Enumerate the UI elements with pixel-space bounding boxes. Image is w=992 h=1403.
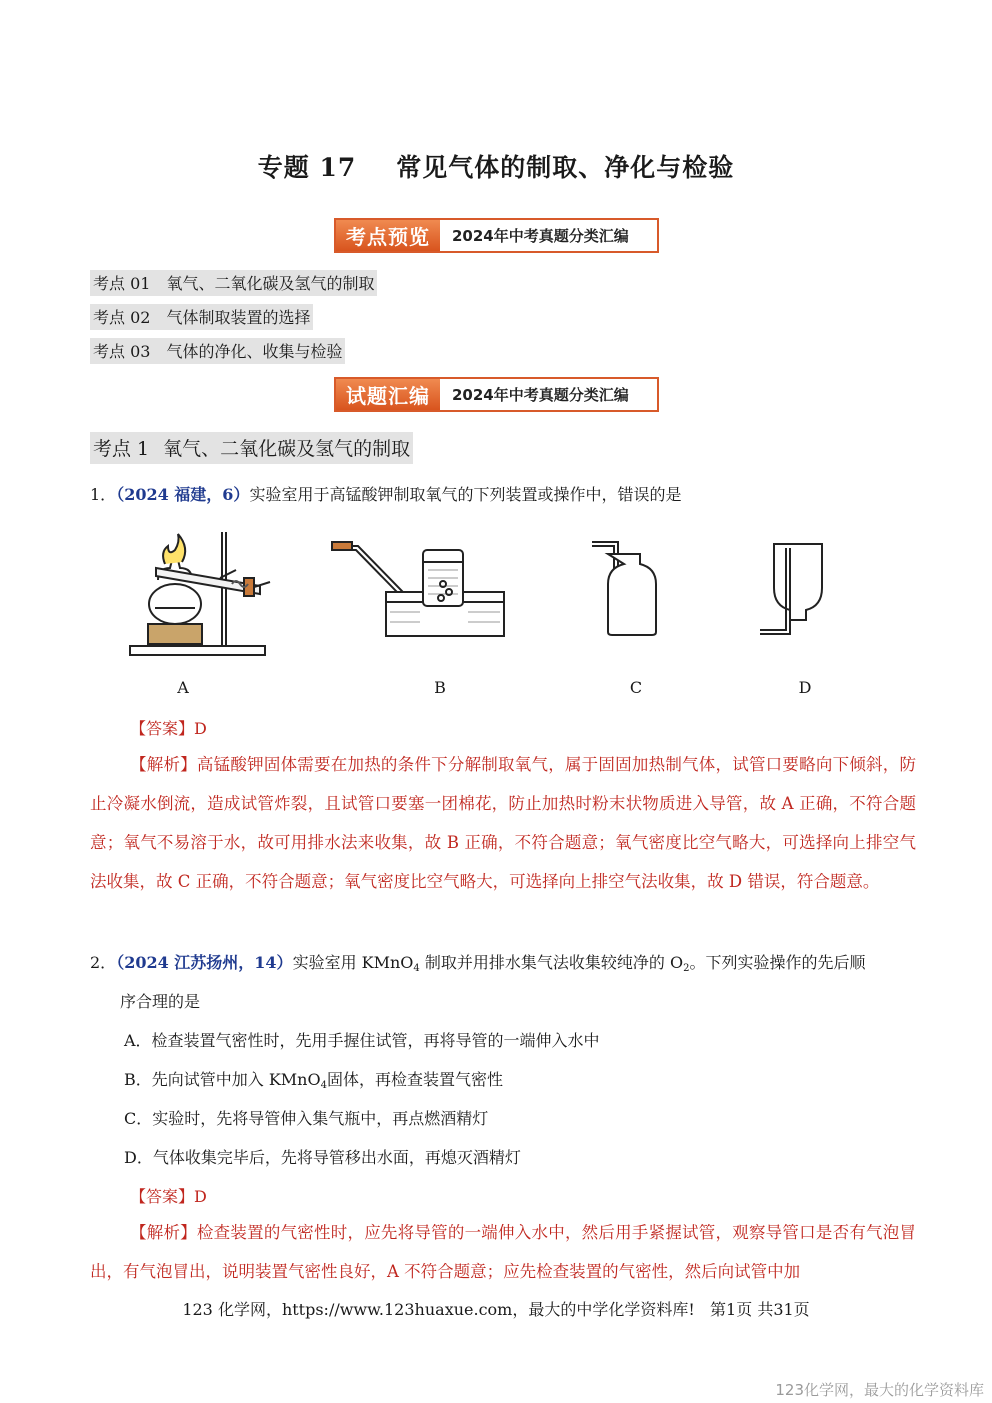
question-1-stem: [90, 482, 681, 505]
option-c: C．实验时，先将导管伸入集气瓶中，再点燃酒精灯: [124, 1109, 489, 1128]
question-1-answer: [130, 716, 207, 739]
option-b: [124, 1067, 503, 1091]
question-text-part: 制取并用排水集气法收集较纯净的 O: [419, 953, 684, 972]
apparatus-c-upward-air-collection-figure: [588, 538, 668, 638]
kaodian-item-01: [90, 270, 377, 296]
title-number: 专题 17: [257, 153, 357, 182]
kaodian-text: 氧气、二氧化碳及氢气的制取: [166, 274, 375, 293]
figure-label-a: A: [177, 678, 189, 697]
question-2-analysis: [90, 1213, 916, 1291]
footer-page-number: 第1页 共31页: [710, 1300, 810, 1319]
page-title: [0, 148, 992, 184]
section-heading: [90, 432, 413, 464]
subscript: 4: [320, 1080, 327, 1091]
question-text-part: 。下列实验操作的先后顺: [689, 953, 866, 972]
question-2-stem: [90, 950, 865, 974]
subscript: 2: [683, 963, 690, 974]
kaodian-text: 气体制取装置的选择: [166, 308, 311, 327]
kaodian-item-03: [90, 338, 345, 364]
section-text: 氧气、二氧化碳及氢气的制取: [163, 438, 411, 460]
page-footer: [0, 1297, 992, 1320]
subscript: 4: [413, 963, 420, 974]
section-code: 考点 1: [93, 438, 150, 460]
answer-value: D: [194, 1187, 207, 1206]
answer-tag: 【答案】: [130, 719, 195, 738]
option-b-text-post: 固体，再检查装置气密性: [326, 1070, 503, 1089]
question-text: 实验室用于高锰酸钾制取氧气的下列装置或操作中，错误的是: [249, 485, 682, 504]
question-text-part: 实验室用 KMnO: [292, 953, 414, 972]
question-2-answer: [130, 1184, 207, 1207]
preview-banner-subtitle: 2024年中考真题分类汇编: [452, 227, 629, 245]
analysis-tag: 【解析】: [130, 755, 197, 774]
figure-label-d: D: [798, 678, 812, 697]
apparatus-b-water-displacement-figure: [328, 536, 508, 640]
kaodian-code: 考点 02: [93, 308, 151, 327]
question-source: （2024 福建，6）: [116, 485, 250, 504]
analysis-text: 检查装置的气密性时，应先将导管的一端伸入水中，然后用手紧握试管，观察导管口是否有气泡冒出，有气泡冒出，说明装置气密性良好，A 不符合题意；应先检查装置的气密性，然后向试管中加: [90, 1223, 917, 1281]
question-number: 1．: [90, 485, 117, 504]
figure-label-c: C: [629, 678, 643, 697]
questions-banner-subtitle: 2024年中考真题分类汇编: [452, 386, 629, 404]
preview-banner-tag: 考点预览: [336, 220, 440, 251]
kaodian-item-02: [90, 304, 313, 330]
option-d: D．气体收集完毕后，先将导管移出水面，再熄灭酒精灯: [124, 1148, 521, 1167]
questions-banner: [334, 377, 659, 412]
analysis-tag: 【解析】: [130, 1223, 197, 1242]
question-number: 2．: [90, 953, 117, 972]
question-1-analysis: [90, 745, 916, 901]
option-b-text: B．先向试管中加入 KMnO: [124, 1070, 321, 1089]
option-a: A．检查装置气密性时，先用手握住试管，再将导管的一端伸入水中: [124, 1031, 600, 1050]
analysis-text: 高锰酸钾固体需要在加热的条件下分解制取氧气，属于固固加热制气体，试管口要略向下倾斜，防止冷凝水倒流，造成试管炸裂，且试管口要塞一团棉花，防止加热时粉末状物质进入导管，故 A 正确，不符合题意；氧气不易溶于水，故可用排水法来收集，故 B 正确，不符合题意；氧气密度比空气略大，可选择向上排空气法收集，故 C 正确，不符合题意；氧气密度比空气略大，可选择向上排空气法收集，故 D 错误，符合题意。: [90, 755, 917, 891]
kaodian-code: 考点 03: [93, 342, 151, 361]
apparatus-a-heating-tube-figure: [120, 520, 280, 662]
kaodian-code: 考点 01: [93, 274, 151, 293]
preview-banner: [334, 218, 659, 253]
footer-site-text: 123 化学网，https://www.123huaxue.com，最大的中学化学资料库!: [182, 1300, 695, 1319]
title-text: 常见气体的制取、净化与检验: [396, 153, 735, 182]
figure-label-b: B: [434, 678, 446, 697]
kaodian-text: 气体的净化、收集与检验: [166, 342, 343, 361]
question-source: （2024 江苏扬州，14）: [116, 953, 293, 972]
answer-tag: 【答案】: [130, 1187, 195, 1206]
apparatus-d-downward-air-collection-figure: [756, 540, 828, 636]
watermark: 123化学网，最大的化学资料库: [775, 1381, 984, 1399]
question-2-stem-continued: 序合理的是: [120, 992, 201, 1011]
questions-banner-tag: 试题汇编: [336, 379, 440, 410]
answer-value: D: [194, 719, 207, 738]
